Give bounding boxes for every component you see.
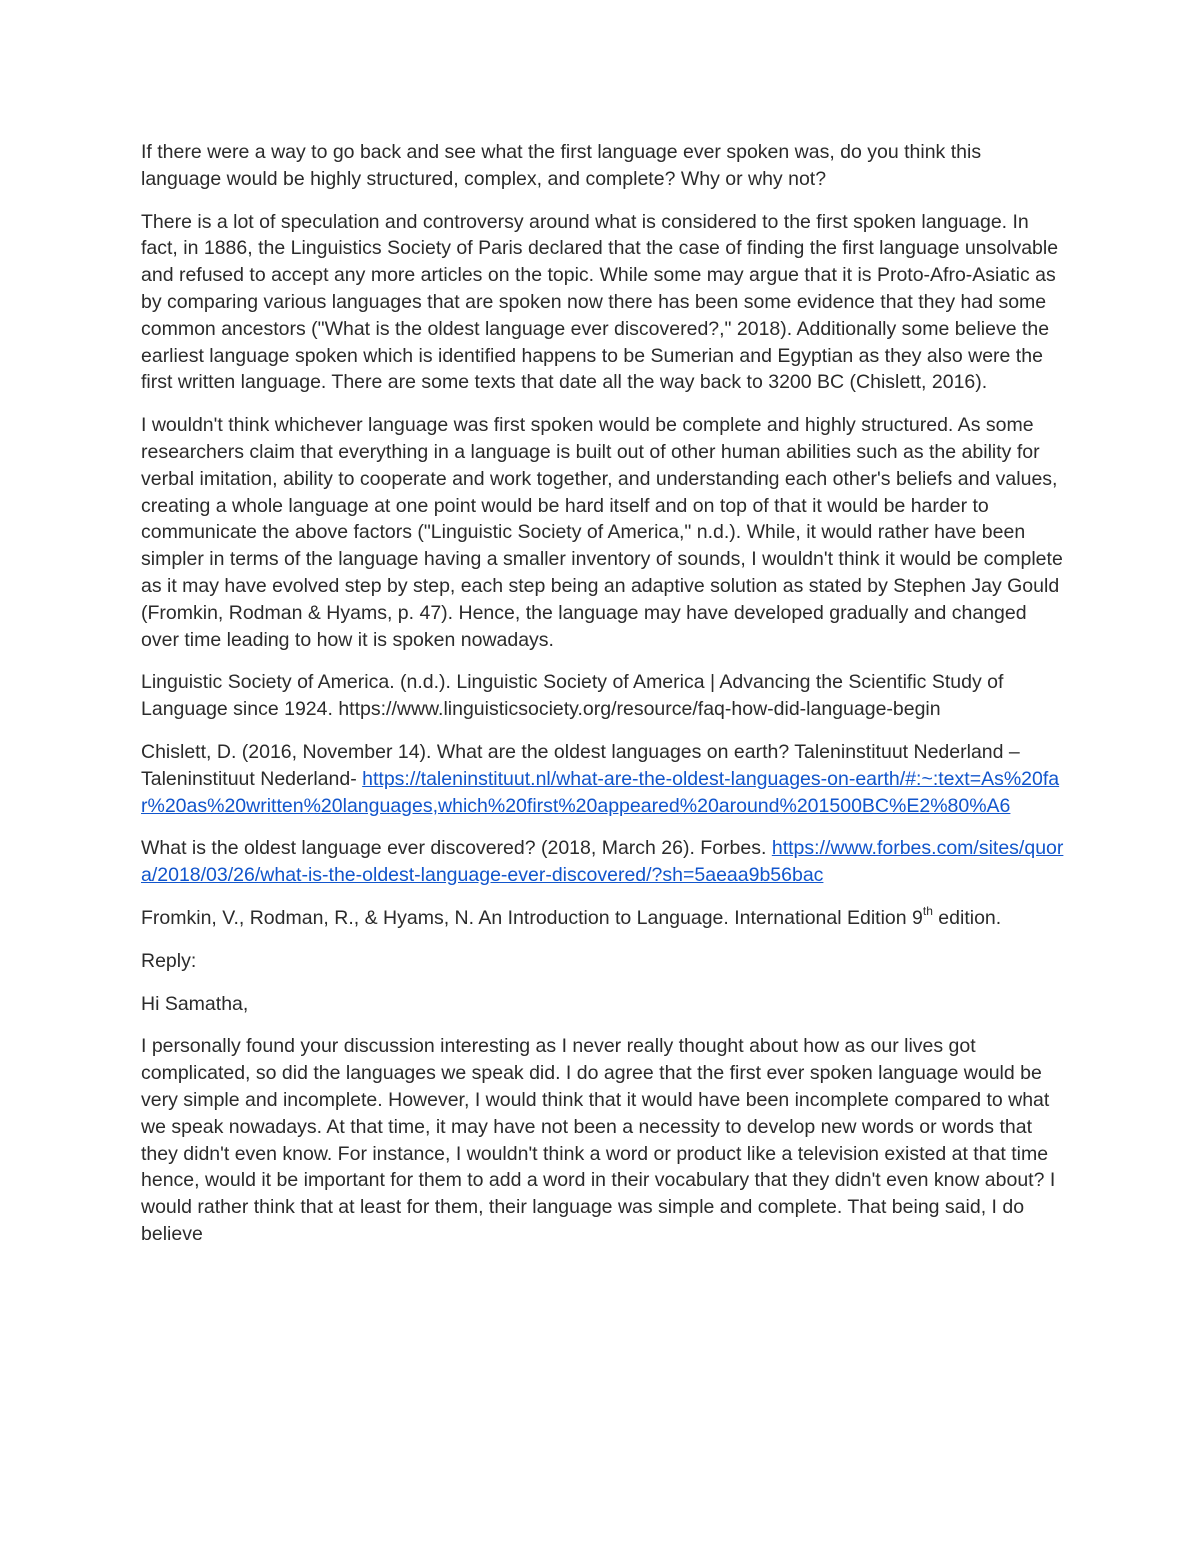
reference-3-text: What is the oldest language ever discovered? (2018, March 26). Forbes. xyxy=(141,837,772,860)
reply-label: Reply: xyxy=(141,949,197,972)
body-paragraph-1: There is a lot of speculation and controversy around what is considered to the first spoken language. In fact, in 1886, the Linguistics Society of Paris declared that the case of finding the first language unsolvable and refused to accept any more articles on the topic. While some may argue that it is Proto-Afro-Asiatic as by comparing various languages that are spoken now there has been some evidence that they had some common ancestors ("What is the oldest language ever discovered?," 2018). Additionally some believe the earliest language spoken which is identified happens to be Sumerian and Egyptian as they also were the first written language. There are some texts that date all the way back to 3200 BC (Chislett, 2016). xyxy=(141,210,1059,394)
reference-2 xyxy=(141,739,1066,819)
reference-3-link[interactable]: https://www.forbes.com/sites/quora/2018/03/26/what-is-the-oldest-language-ever-discovered/?sh=5aeaa9b56bac xyxy=(141,837,1064,887)
reference-2-link[interactable]: https://taleninstituut.nl/what-are-the-oldest-languages-on-earth/#:~:text=As%20far%20as%20written%20languages,which%20first%20appeared%20around%201500BC%E2%80%A6 xyxy=(141,767,1060,817)
reference-3 xyxy=(141,835,1066,889)
reference-4-text: Fromkin, V., Rodman, R., & Hyams, N. An Introduction to Language. International Edition 9 xyxy=(141,906,923,929)
reference-1: Linguistic Society of America. (n.d.). Linguistic Society of America | Advancing the Scientific Study of Language since 1924. https://www.linguisticsociety.org/resource/faq-how-did-language-begin xyxy=(141,671,1004,721)
reference-4-superscript: th xyxy=(922,904,933,919)
document-page xyxy=(141,139,1066,1264)
reply-body: I personally found your discussion interesting as I never really thought about how as our lives got complicated, so did the languages we speak did. I do agree that the first ever spoken language would be very simple and incomplete. However, I would think that it would have been incomplete compared to what we speak nowadays. At that time, it may have not been a necessity to develop new words or words that they didn't even know. For instance, I wouldn't think a word or product like a television existed at that time hence, would it be important for them to add a word in their vocabulary that they didn't even know about? I would rather think that at least for them, their language was simple and complete. That being said, I do believe xyxy=(141,1035,1056,1245)
body-paragraph-2: I wouldn't think whichever language was first spoken would be complete and highly structured. As some researchers claim that everything in a language is built out of other human abilities such as the ability for verbal imitation, ability to cooperate and work together, and understanding each other's beliefs and values, creating a whole language at one point would be hard itself and on top of that it would be harder to communicate the above factors ("Linguistic Society of America," n.d.). While, it would rather have been simpler in terms of the language having a smaller inventory of sounds, I wouldn't think it would be complete as it may have evolved step by step, each step being an adaptive solution as stated by Stephen Jay Gould (Fromkin, Rodman & Hyams, p. 47). Hence, the language may have developed gradually and changed over time leading to how it is spoken nowadays. xyxy=(141,414,1063,651)
reference-4 xyxy=(141,905,1066,932)
question-paragraph: If there were a way to go back and see what the first language ever spoken was, do you think this language would be highly structured, complex, and complete? Why or why not? xyxy=(141,141,982,190)
reference-4-tail: edition. xyxy=(932,906,1002,929)
reply-greeting: Hi Samatha, xyxy=(141,992,249,1015)
reference-2-text: Chislett, D. (2016, November 14). What are the oldest languages on earth? Taleninstituut Nederland – Taleninstituut Nederland- xyxy=(141,740,1020,790)
